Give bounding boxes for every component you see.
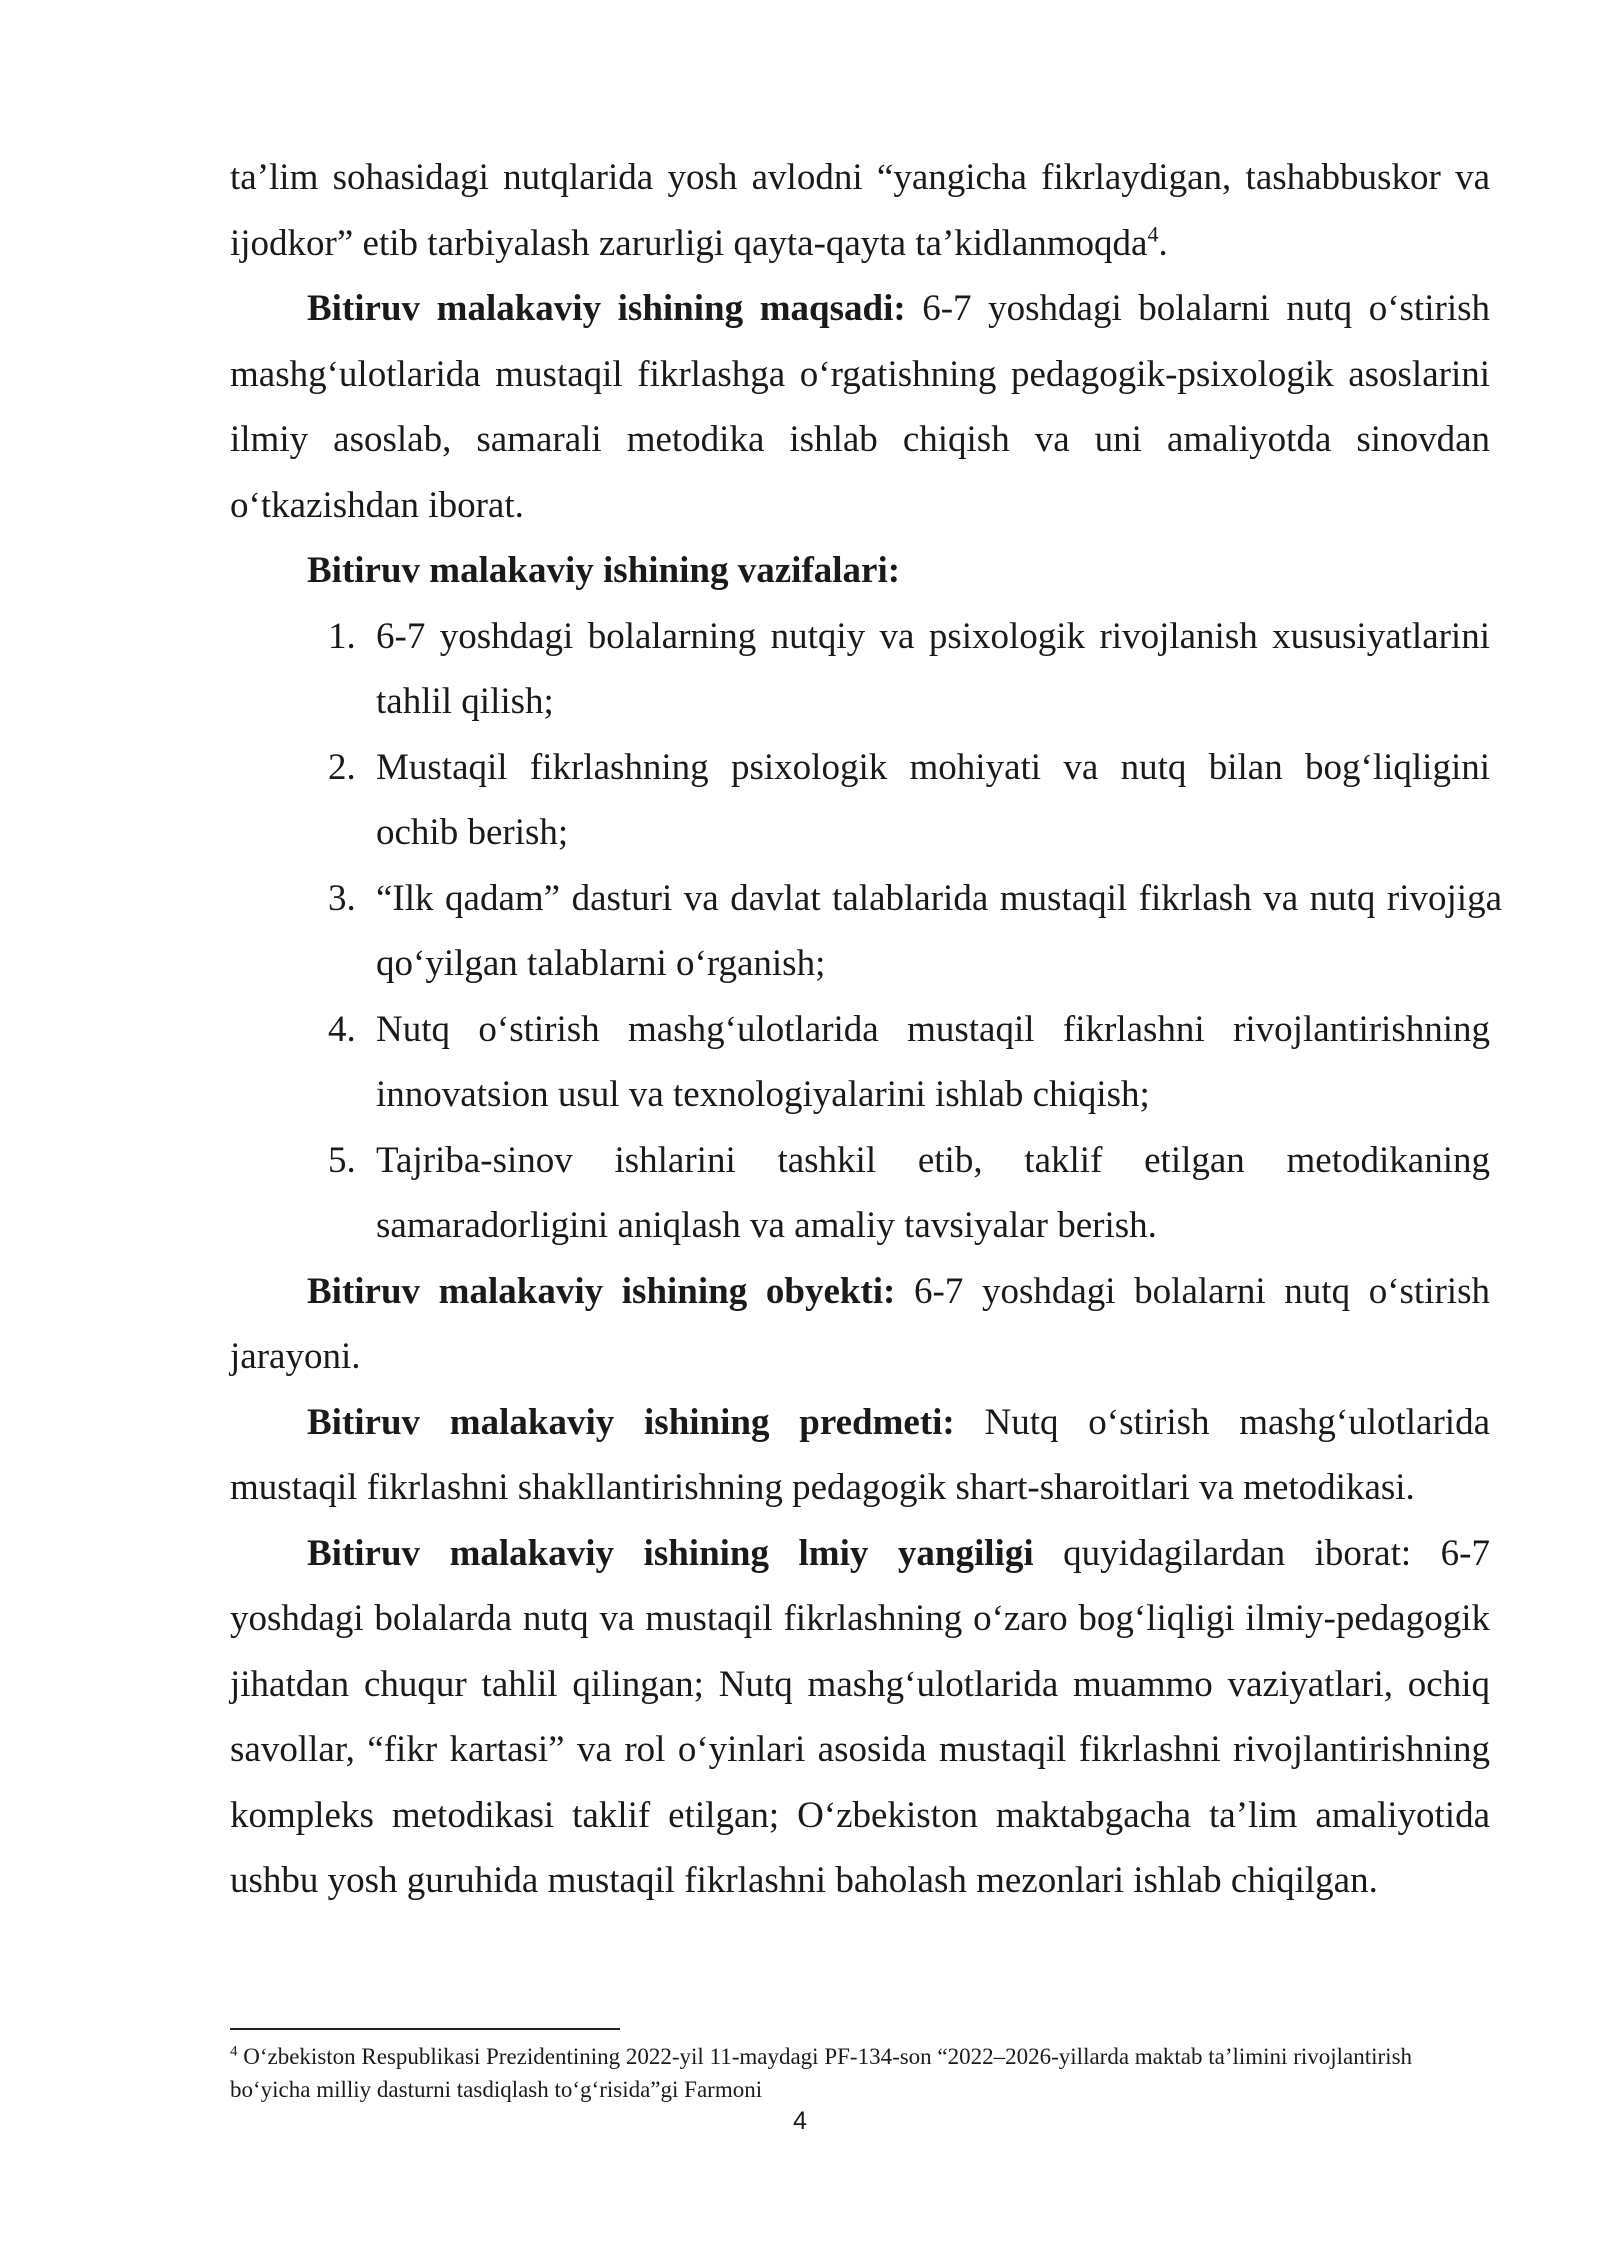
tasks-heading-paragraph bbox=[230, 538, 1490, 604]
footnote-text: O‘zbekiston Respublikasi Prezidentining 2022-yil 11-maydagi PF-134-son “2022–2026-yillarda maktab ta’limini rivojlantirish bo‘yicha milliy dasturni tasdiqlash to‘g‘risida”gi Farmoni bbox=[230, 2044, 1413, 2102]
footnote bbox=[230, 2040, 1490, 2106]
intro-end: . bbox=[1158, 222, 1168, 264]
list-item-number: 3. bbox=[328, 877, 356, 919]
list-item bbox=[230, 997, 1490, 1128]
main-text bbox=[230, 145, 1502, 1914]
object-text: 6-7 yoshdagi bolalarni nutq o‘stirish jarayoni. bbox=[230, 1270, 1490, 1377]
list-item-number: 4. bbox=[328, 1008, 356, 1050]
list-item-number: 2. bbox=[328, 746, 356, 788]
page-number: 4 bbox=[793, 2107, 807, 2135]
goal-text: 6-7 yoshdagi bolalarni nutq o‘stirish mashg‘ulotlarida mustaqil fikrlashga o‘rgatishning pedagogik-psixologik asoslarini ilmiy asoslab, samarali metodika ishlab chiqish va uni amaliyotda sinovdan o‘tkazishdan iborat. bbox=[230, 288, 1490, 526]
list-item-text: “Ilk qadam” dasturi va davlat talablarida mustaqil fikrlash va nutq rivojiga qo‘yilgan talablarni o‘rganish; bbox=[376, 877, 1502, 984]
object-paragraph bbox=[230, 1259, 1490, 1390]
intro-text: ta’lim sohasidagi nutqlarida yosh avlodni “yangicha fikrlaydigan, tashabbuskor va ijodkor” etib tarbiyalash zarurligi qayta-qayta ta’kidlanmoqda bbox=[230, 157, 1490, 264]
subject-paragraph bbox=[230, 1390, 1490, 1521]
list-item bbox=[230, 1128, 1490, 1259]
footnote-marker: 4 bbox=[230, 2043, 238, 2060]
subject-heading: Bitiruv malakaviy ishining predmeti: bbox=[307, 1401, 955, 1443]
list-item bbox=[230, 735, 1490, 866]
novelty-heading: Bitiruv malakaviy ishining lmiy yangiligi bbox=[307, 1532, 1034, 1574]
object-heading: Bitiruv malakaviy ishining obyekti: bbox=[307, 1270, 896, 1312]
footnote-divider bbox=[230, 2028, 620, 2030]
novelty-text: quyidagilardan iborat: 6-7 yoshdagi bolalarda nutq va mustaqil fikrlashning o‘zaro bog‘liqligi ilmiy-pedagogik jihatdan chuqur tahlil qilingan; Nutq mashg‘ulotlarida muammo vaziyatlari, ochiq savollar, “fikr kartasi” va rol o‘yinlari asosida mustaqil fikrlashni rivojlantirishning kompleks metodikasi taklif etilgan; O‘zbekiston maktabgacha ta’lim amaliyotida ushbu yosh guruhida mustaqil fikrlashni baholash mezonlari ishlab chiqilgan. bbox=[230, 1532, 1490, 1901]
list-item-number: 5. bbox=[328, 1139, 356, 1181]
footnote-reference: 4 bbox=[1147, 221, 1159, 247]
list-item-number: 1. bbox=[328, 615, 356, 657]
novelty-paragraph bbox=[230, 1521, 1490, 1914]
list-item-text: 6-7 yoshdagi bolalarning nutqiy va psixologik rivojlanish xususiyatlarini tahlil qilish; bbox=[376, 615, 1490, 722]
list-item-text: Tajriba-sinov ishlarini tashkil etib, taklif etilgan metodikaning samaradorligini aniqlash va amaliy tavsiyalar berish. bbox=[376, 1139, 1490, 1246]
subject-text: Nutq o‘stirish mashg‘ulotlarida mustaqil fikrlashni shakllantirishning pedagogik shart-sharoitlari va metodikasi. bbox=[230, 1401, 1490, 1508]
list-item bbox=[230, 604, 1490, 735]
list-item bbox=[230, 866, 1502, 997]
goal-paragraph bbox=[230, 276, 1490, 538]
list-item-text: Mustaqil fikrlashning psixologik mohiyati va nutq bilan bog‘liqligini ochib berish; bbox=[376, 746, 1490, 853]
list-item-text: Nutq o‘stirish mashg‘ulotlarida mustaqil fikrlashni rivojlantirishning innovatsion usul va texnologiyalarini ishlab chiqish; bbox=[376, 1008, 1490, 1115]
intro-paragraph bbox=[230, 145, 1490, 276]
tasks-heading: Bitiruv malakaviy ishining vazifalari: bbox=[307, 550, 901, 591]
goal-heading: Bitiruv malakaviy ishining maqsadi: bbox=[307, 288, 906, 329]
tasks-list bbox=[230, 604, 1502, 1259]
